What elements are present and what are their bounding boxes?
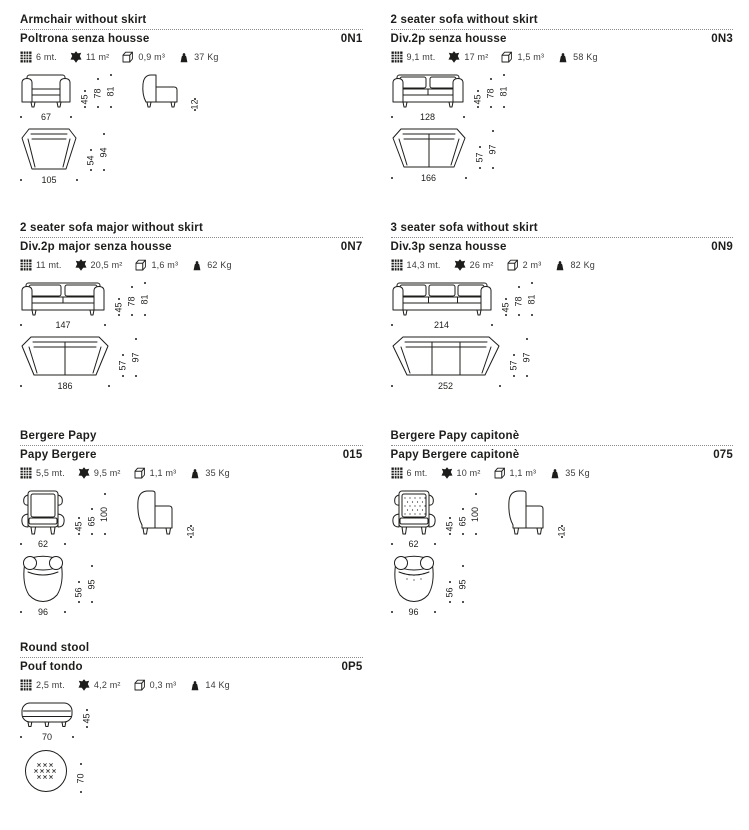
weight-icon xyxy=(557,51,569,63)
spec-row xyxy=(391,47,734,71)
spec-value: 1,6 m³ xyxy=(151,260,179,270)
top-view-drawing xyxy=(20,127,78,171)
side-view-drawing xyxy=(134,73,182,108)
product-code: 075 xyxy=(713,449,733,461)
fabric-meters-icon xyxy=(20,679,32,691)
side-view-drawing xyxy=(499,489,549,535)
weight-icon xyxy=(549,467,561,479)
leather-hide-icon xyxy=(70,51,82,63)
product-code: 0N9 xyxy=(711,241,733,253)
spec-row xyxy=(20,675,363,699)
weight-icon xyxy=(189,679,201,691)
product-title-en: 3 seater sofa without skirt xyxy=(390,222,538,234)
height-dimensions: 45 78 81 xyxy=(473,74,509,108)
product-code: 0N1 xyxy=(340,33,363,45)
spec-value: 62 Kg xyxy=(207,260,232,270)
spec-value: 9,1 mt. xyxy=(406,52,436,62)
product-block-armchair xyxy=(20,14,363,202)
top-view-drawing xyxy=(24,749,68,793)
spec-value: 4,2 m² xyxy=(93,680,121,690)
fabric-meters-icon xyxy=(20,259,32,271)
catalog-grid xyxy=(20,14,733,830)
product-title-it: Papy Bergere capitonè xyxy=(390,449,520,461)
spec-row xyxy=(391,255,734,279)
product-title-it: Div.3p senza housse xyxy=(390,241,507,253)
leather-hide-icon xyxy=(75,259,87,271)
product-block-sofa-2p-major xyxy=(20,222,363,410)
fabric-meters-icon xyxy=(391,259,403,271)
leather-hide-icon xyxy=(448,51,460,63)
spec-value: 17 m² xyxy=(464,52,489,62)
depth-dimensions: 57 97 xyxy=(118,338,141,377)
product-block-bergere-capitone xyxy=(391,430,734,622)
volume-cube-icon xyxy=(134,679,146,691)
front-view-drawing xyxy=(20,489,66,535)
product-title-en: Armchair without skirt xyxy=(20,14,147,26)
width-dimension: 252 xyxy=(391,380,501,392)
front-view-drawing xyxy=(20,73,72,108)
height-dimensions: 45 65 100 xyxy=(445,493,481,535)
spec-value: 35 Kg xyxy=(565,468,590,478)
leg-height-dimension: 12 xyxy=(556,526,567,537)
volume-cube-icon xyxy=(122,51,134,63)
front-view-drawing xyxy=(20,281,106,316)
product-block-sofa-2p xyxy=(391,14,734,202)
spec-value: 11 mt. xyxy=(36,260,62,270)
width-dimension: 96 xyxy=(391,606,437,618)
leather-hide-icon xyxy=(441,467,453,479)
product-code: 0P5 xyxy=(341,661,363,673)
product-title-en: 2 seater sofa major without skirt xyxy=(20,222,203,234)
volume-cube-icon xyxy=(507,259,519,271)
front-view-drawing xyxy=(391,281,493,316)
side-view-drawing xyxy=(128,489,178,535)
width-dimension: 128 xyxy=(391,111,465,123)
fabric-meters-icon xyxy=(391,467,403,479)
weight-icon xyxy=(178,51,190,63)
spec-value: 14,3 mt. xyxy=(406,260,441,270)
height-dimensions: 45 65 100 xyxy=(74,493,110,535)
spec-value: 10 m² xyxy=(456,468,481,478)
product-title-en: Bergere Papy xyxy=(20,430,97,442)
product-title-it: Papy Bergere xyxy=(20,449,97,461)
top-view-drawing xyxy=(391,127,467,169)
top-view-drawing xyxy=(20,335,110,377)
width-dimension: 166 xyxy=(391,172,467,184)
diameter-dimension: 70 xyxy=(76,763,86,793)
leather-hide-icon xyxy=(78,467,90,479)
spec-value: 6 mt. xyxy=(406,468,428,478)
width-dimension: 147 xyxy=(20,319,106,331)
spec-row xyxy=(20,255,363,279)
product-code: 0N7 xyxy=(340,241,363,253)
height-dimensions: 45 xyxy=(82,709,92,728)
spec-value: 26 m² xyxy=(469,260,494,270)
spec-value: 1,5 m³ xyxy=(517,52,545,62)
volume-cube-icon xyxy=(135,259,147,271)
product-title-it: Div.2p senza housse xyxy=(390,33,507,45)
spec-value: 9,5 m² xyxy=(93,468,121,478)
depth-dimensions: 54 94 xyxy=(86,133,109,171)
top-view-drawing xyxy=(391,335,501,377)
width-dimension: 186 xyxy=(20,380,110,392)
depth-dimensions: 57 97 xyxy=(475,130,498,169)
product-code: 0N3 xyxy=(711,33,733,45)
spec-value: 1,1 m³ xyxy=(149,468,177,478)
product-title-it: Div.2p major senza housse xyxy=(20,241,172,253)
spec-value: 14 Kg xyxy=(205,680,230,690)
height-dimensions: 45 78 81 xyxy=(114,282,150,316)
spec-value: 11 m² xyxy=(86,52,110,62)
spec-value: 2 m³ xyxy=(522,260,542,270)
height-dimensions: 45 78 81 xyxy=(501,282,537,316)
fabric-meters-icon xyxy=(391,51,403,63)
spec-value: 6 mt. xyxy=(36,52,58,62)
volume-cube-icon xyxy=(134,467,146,479)
spec-value: 1,1 m³ xyxy=(509,468,537,478)
product-block-sofa-3p xyxy=(391,222,734,410)
top-view-drawing xyxy=(391,554,437,603)
top-view-drawing xyxy=(20,554,66,603)
leg-height-dimension: 12 xyxy=(185,526,196,537)
spec-value: 2,5 mt. xyxy=(36,680,65,690)
leather-hide-icon xyxy=(454,259,466,271)
spec-value: 0,3 m³ xyxy=(149,680,177,690)
width-dimension: 62 xyxy=(20,538,66,550)
spec-row xyxy=(20,47,363,71)
spec-value: 35 Kg xyxy=(205,468,230,478)
spec-row xyxy=(20,463,363,487)
volume-cube-icon xyxy=(494,467,506,479)
leg-height-dimension: 12 xyxy=(189,99,200,110)
product-title-en: 2 seater sofa without skirt xyxy=(390,14,538,26)
depth-dimensions: 56 95 xyxy=(445,565,468,603)
weight-icon xyxy=(189,467,201,479)
spec-value: 0,9 m³ xyxy=(138,52,166,62)
fabric-meters-icon xyxy=(20,51,32,63)
height-dimensions: 45 78 81 xyxy=(80,74,116,108)
empty-grid-cell xyxy=(391,642,734,830)
width-dimension: 214 xyxy=(391,319,493,331)
weight-icon xyxy=(191,259,203,271)
width-dimension: 70 xyxy=(20,731,74,743)
product-title-en: Round stool xyxy=(20,642,90,654)
width-dimension: 62 xyxy=(391,538,437,550)
depth-dimensions: 57 97 xyxy=(509,338,532,377)
front-view-drawing xyxy=(20,701,74,728)
weight-icon xyxy=(554,259,566,271)
product-block-round-stool xyxy=(20,642,363,830)
width-dimension: 96 xyxy=(20,606,66,618)
width-dimension: 67 xyxy=(20,111,72,123)
spec-row xyxy=(391,463,734,487)
spec-value: 82 Kg xyxy=(570,260,595,270)
product-title-it: Poltrona senza housse xyxy=(20,33,150,45)
width-dimension: 105 xyxy=(20,174,78,186)
front-view-drawing xyxy=(391,489,437,535)
product-block-bergere xyxy=(20,430,363,622)
front-view-drawing xyxy=(391,73,465,108)
spec-value: 58 Kg xyxy=(573,52,598,62)
product-title-it: Pouf tondo xyxy=(20,661,83,673)
spec-value: 5,5 mt. xyxy=(36,468,65,478)
spec-value: 37 Kg xyxy=(194,52,219,62)
product-title-en: Bergere Papy capitonè xyxy=(390,430,520,442)
spec-value: 20,5 m² xyxy=(90,260,123,270)
depth-dimensions: 56 95 xyxy=(74,565,97,603)
fabric-meters-icon xyxy=(20,467,32,479)
product-code: 015 xyxy=(342,449,363,461)
leather-hide-icon xyxy=(78,679,90,691)
volume-cube-icon xyxy=(501,51,513,63)
